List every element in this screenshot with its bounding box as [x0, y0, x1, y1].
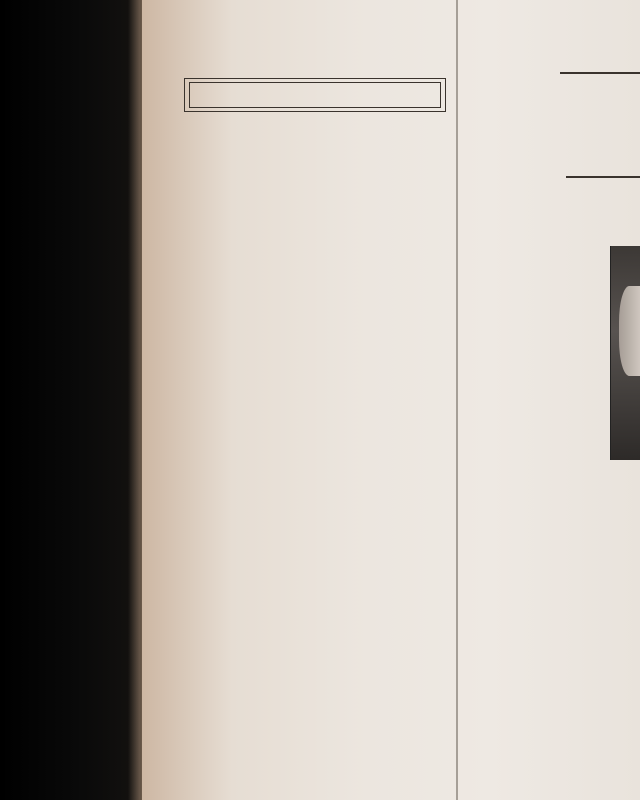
- portrait-face: [619, 286, 640, 376]
- dark-background: [0, 0, 140, 800]
- boxed-headline: [184, 78, 446, 112]
- column-rule: [456, 0, 458, 800]
- portrait-photo: [610, 246, 640, 460]
- headline-text: [189, 82, 441, 108]
- left-column: [176, 0, 452, 800]
